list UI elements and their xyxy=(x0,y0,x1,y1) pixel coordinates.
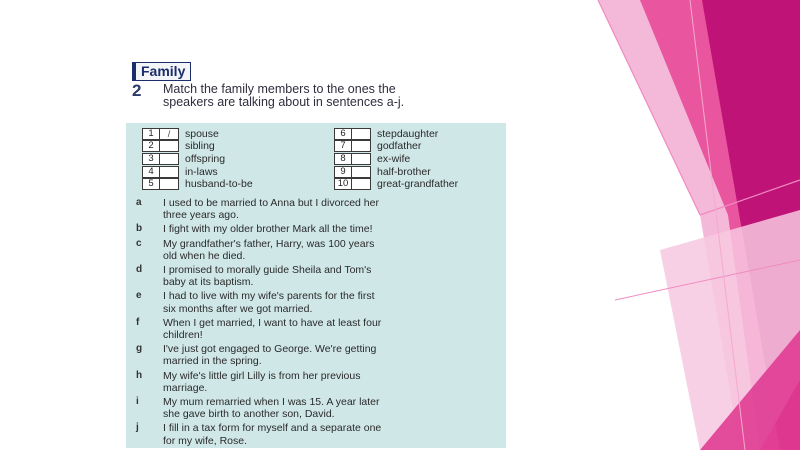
exercise-number: 2 xyxy=(132,81,142,100)
family-term: offspring xyxy=(185,152,226,165)
sentence-letter: a xyxy=(136,197,142,208)
family-term: husband-to-be xyxy=(185,178,253,191)
sentence-line: My wife's little girl Lilly is from her previous xyxy=(163,369,361,382)
item-number: 2 xyxy=(142,140,160,152)
sentence-line: My grandfather's father, Harry, was 100 years xyxy=(163,237,375,250)
answer-box[interactable] xyxy=(352,128,371,140)
sentence-text xyxy=(163,197,503,221)
sentence-item xyxy=(136,264,506,288)
item-number: 9 xyxy=(334,166,352,178)
sentence-text xyxy=(163,317,503,341)
instruction-line: Match the family members to the ones the xyxy=(163,82,396,96)
family-term: godfather xyxy=(377,140,422,153)
match-row xyxy=(334,153,458,165)
sentence-letter: f xyxy=(136,316,140,328)
sentence-line: baby at its baptism. xyxy=(163,276,254,289)
answer-box[interactable] xyxy=(160,153,179,165)
sentence-line: three years ago. xyxy=(163,209,239,222)
sentence-letter: h xyxy=(136,369,143,381)
sentence-letter: b xyxy=(136,223,143,235)
sentence-letter: i xyxy=(136,396,139,408)
sentence-line: I had to live with my wife's parents for the first xyxy=(163,290,375,303)
item-number: 5 xyxy=(142,178,160,190)
match-row xyxy=(334,141,458,153)
sentence-text xyxy=(163,370,503,394)
sentence-text xyxy=(163,264,503,288)
answer-box[interactable] xyxy=(352,153,371,165)
sentence-item xyxy=(136,396,506,420)
sentence-line: I fill in a tax form for myself and a separate one xyxy=(163,422,382,435)
item-number: 6 xyxy=(334,128,352,140)
sentence-line: I fight with my older brother Mark all the time! xyxy=(163,223,373,236)
sentence-line: old when he died. xyxy=(163,249,246,262)
sentence-text xyxy=(163,223,503,235)
answer-box[interactable] xyxy=(352,140,371,152)
sentence-line: I used to be married to Anna but I divorced her xyxy=(163,197,379,209)
answer-box[interactable] xyxy=(160,166,179,178)
item-number: 3 xyxy=(142,153,160,165)
answer-box[interactable] xyxy=(160,140,179,152)
sentence-text xyxy=(163,422,503,446)
match-row xyxy=(142,178,253,190)
match-row xyxy=(334,166,458,178)
family-term: sibling xyxy=(185,140,215,153)
sentence-line: marriage. xyxy=(163,381,208,394)
family-term: half-brother xyxy=(377,165,431,178)
answer-box[interactable]: / xyxy=(160,128,179,140)
match-row xyxy=(142,128,253,140)
sentence-item xyxy=(136,197,506,221)
sentence-line: she gave birth to another son, David. xyxy=(163,408,335,421)
sentence-line: children! xyxy=(163,329,203,342)
sentence-item xyxy=(136,370,506,394)
item-number: 1 xyxy=(142,128,160,140)
sentence-line: six months after we got married. xyxy=(163,302,313,315)
answer-box[interactable] xyxy=(352,178,371,190)
instruction-line: speakers are talking about in sentences a-j. xyxy=(163,95,405,109)
item-number: 10 xyxy=(334,178,352,190)
exercise-instruction xyxy=(163,83,404,109)
sentence-line: When I get married, I want to have at least four xyxy=(163,316,382,329)
match-row xyxy=(142,141,253,153)
sentence-line: married in the spring. xyxy=(163,355,262,368)
sentence-letter: e xyxy=(136,290,142,302)
sentence-text xyxy=(163,343,503,367)
family-term: ex-wife xyxy=(377,152,411,165)
item-number: 4 xyxy=(142,166,160,178)
matching-column-right xyxy=(334,128,458,191)
family-term: great-grandfather xyxy=(377,178,459,191)
sentence-item xyxy=(136,343,506,367)
sentence-item xyxy=(136,223,506,235)
answer-box[interactable] xyxy=(352,166,371,178)
family-term: in-laws xyxy=(185,165,218,178)
matching-column-left xyxy=(142,128,253,191)
textbook-page xyxy=(120,55,520,450)
match-row xyxy=(142,153,253,165)
sentence-item xyxy=(136,290,506,314)
sentence-letter: j xyxy=(136,422,139,434)
family-term: stepdaughter xyxy=(377,127,439,140)
sentence-line: My mum remarried when I was 15. A year later xyxy=(163,396,380,409)
sentence-line: I promised to morally guide Sheila and Tom's xyxy=(163,264,372,277)
exercise-panel xyxy=(126,123,506,448)
sentence-letter: d xyxy=(136,264,143,276)
sentence-letter: c xyxy=(136,237,142,249)
sentence-item xyxy=(136,238,506,262)
answer-box[interactable] xyxy=(160,178,179,190)
match-row xyxy=(142,166,253,178)
sentence-item xyxy=(136,422,506,446)
sentence-line: for my wife, Rose. xyxy=(163,434,248,447)
sentence-letter: g xyxy=(136,343,143,355)
section-heading: Family xyxy=(132,62,191,81)
match-row xyxy=(334,128,458,140)
sentence-text xyxy=(163,396,503,420)
item-number: 7 xyxy=(334,140,352,152)
sentence-text xyxy=(163,238,503,262)
family-term: spouse xyxy=(185,127,219,140)
sentence-list xyxy=(136,197,506,449)
sentence-item xyxy=(136,317,506,341)
sentence-line: I've just got engaged to George. We're getting xyxy=(163,343,377,356)
sentence-text xyxy=(163,290,503,314)
item-number: 8 xyxy=(334,153,352,165)
match-row xyxy=(334,178,458,190)
